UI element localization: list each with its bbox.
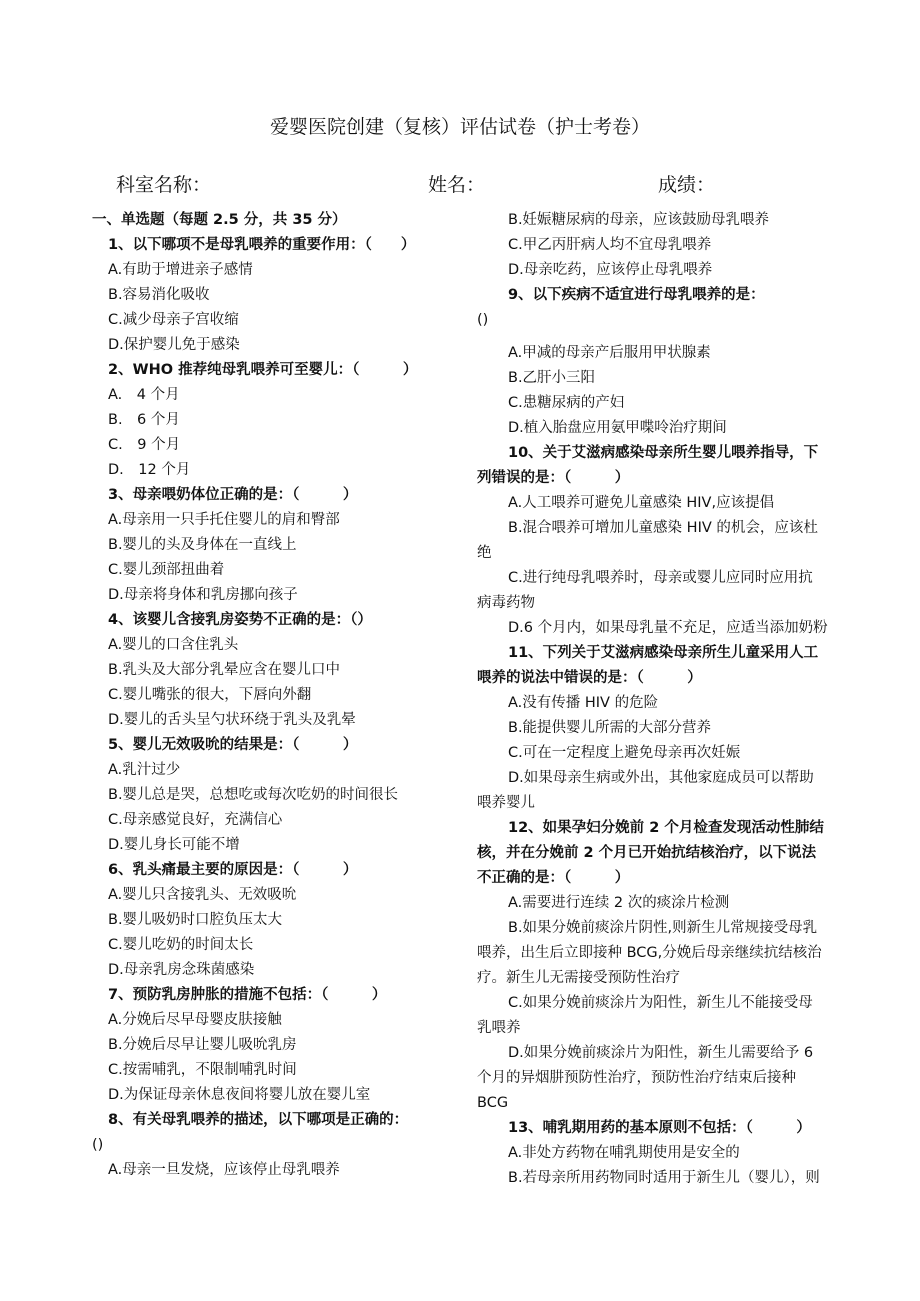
question-9-option-a: A.甲减的母亲产后服用甲状腺素 bbox=[508, 345, 711, 361]
question-8-option-c: C.甲乙丙肝病人均不宜母乳喂养 bbox=[508, 237, 712, 253]
question-1-option-d: D.保护婴儿免于感染 bbox=[108, 337, 240, 353]
question-10-option-b: B.混合喂养可增加儿童感染 HIV 的机会，应该杜 bbox=[508, 520, 818, 536]
question-3-option-d: D.母亲将身体和乳房挪向孩子 bbox=[108, 587, 298, 603]
question-12-option-c: C.如果分娩前痰涂片为阳性，新生儿不能接受母 bbox=[508, 995, 813, 1011]
question-5-option-a: A.乳汁过少 bbox=[108, 762, 181, 778]
question-5-option-d: D.婴儿身长可能不增 bbox=[108, 837, 240, 853]
question-10-cont: 列错误的是：（ ） bbox=[477, 470, 630, 486]
question-11-option-c: C.可在一定程度上避免母亲再次妊娠 bbox=[508, 745, 741, 761]
question-1-option-b: B.容易消化吸收 bbox=[108, 287, 210, 303]
question-10: 10、关于艾滋病感染母亲所生婴儿喂养指导，下 bbox=[508, 445, 819, 461]
question-5-option-c: C.母亲感觉良好，充满信心 bbox=[108, 812, 283, 828]
question-10-option-a: A.人工喂养可避免儿童感染 HIV,应该提倡 bbox=[508, 495, 775, 511]
question-10-option-b-cont: 绝 bbox=[477, 545, 492, 561]
question-4-option-c: C.婴儿嘴张的很大，下唇向外翻 bbox=[108, 687, 312, 703]
question-11-option-d: D.如果母亲生病或外出，其他家庭成员可以帮助 bbox=[508, 770, 814, 786]
question-11: 11、下列关于艾滋病感染母亲所生儿童采用人工 bbox=[508, 645, 819, 661]
question-2-option-c: C. 9 个月 bbox=[108, 437, 181, 453]
question-3-option-a: A.母亲用一只手托住婴儿的肩和臀部 bbox=[108, 512, 340, 528]
question-8-option-b: B.妊娠糖尿病的母亲，应该鼓励母乳喂养 bbox=[508, 212, 770, 228]
question-8-option-d: D.母亲吃药，应该停止母乳喂养 bbox=[508, 262, 713, 278]
question-1: 1、以下哪项不是母乳喂养的重要作用：（ ） bbox=[108, 237, 416, 253]
question-3-option-b: B.婴儿的头及身体在一直线上 bbox=[108, 537, 297, 553]
question-12-option-d-cont-1: 个月的异烟肼预防性治疗，预防性治疗结束后接种 bbox=[477, 1070, 796, 1086]
question-12-option-d-cont-2: BCG bbox=[477, 1095, 509, 1111]
question-12-option-b-cont-1: 喂养，出生后立即接种 BCG,分娩后母亲继续抗结核治 bbox=[477, 945, 822, 961]
question-7-option-b: B.分娩后尽早让婴儿吸吮乳房 bbox=[108, 1037, 297, 1053]
question-7: 7、预防乳房肿胀的措施不包括：（ ） bbox=[108, 987, 387, 1003]
question-12-cont-2: 不正确的是：（ ） bbox=[477, 870, 630, 886]
right-column bbox=[477, 208, 842, 1191]
question-4-option-a: A.婴儿的口含住乳头 bbox=[108, 637, 239, 653]
question-12-option-d: D.如果分娩前痰涂片为阳性，新生儿需要给予 6 bbox=[508, 1045, 814, 1061]
question-12-option-a: A.需要进行连续 2 次的痰涂片检测 bbox=[508, 895, 730, 911]
section-heading: 一、单选题（每题 2.5 分，共 35 分） bbox=[92, 212, 347, 228]
question-5: 5、婴儿无效吸吮的结果是：（ ） bbox=[108, 737, 358, 753]
name-label: 姓名： bbox=[428, 174, 486, 196]
question-6-option-c: C.婴儿吃奶的时间太长 bbox=[108, 937, 254, 953]
question-11-option-d-cont: 喂养婴儿 bbox=[477, 795, 535, 811]
question-9-blank: () bbox=[477, 312, 489, 328]
question-6-option-b: B.婴儿吸奶时口腔负压太大 bbox=[108, 912, 283, 928]
question-12-option-b: B.如果分娩前痰涂片阴性,则新生儿常规接受母乳 bbox=[508, 920, 818, 936]
question-4: 4、该婴儿含接乳房姿势不正确的是：（） bbox=[108, 612, 372, 628]
question-6-option-a: A.婴儿只含接乳头、无效吸吮 bbox=[108, 887, 297, 903]
question-11-option-a: A.没有传播 HIV 的危险 bbox=[508, 695, 659, 711]
question-3: 3、母亲喂奶体位正确的是：（ ） bbox=[108, 487, 358, 503]
question-4-option-b: B.乳头及大部分乳晕应含在婴儿口中 bbox=[108, 662, 341, 678]
question-1-option-c: C.减少母亲子宫收缩 bbox=[108, 312, 239, 328]
question-9: 9、以下疾病不适宜进行母乳喂养的是： bbox=[508, 287, 765, 303]
question-2-option-a: A. 4 个月 bbox=[108, 387, 180, 403]
question-8-option-a: A.母亲一旦发烧，应该停止母乳喂养 bbox=[108, 1162, 340, 1178]
question-7-option-d: D.为保证母亲休息夜间将婴儿放在婴儿室 bbox=[108, 1087, 371, 1103]
question-2-option-d: D. 12 个月 bbox=[108, 462, 191, 478]
question-3-option-c: C.婴儿颈部扭曲着 bbox=[108, 562, 225, 578]
question-6: 6、乳头痛最主要的原因是：（ ） bbox=[108, 862, 358, 878]
question-1-option-a: A.有助于增进亲子感情 bbox=[108, 262, 253, 278]
question-9-option-c: C.患糖尿病的产妇 bbox=[508, 395, 625, 411]
question-2-option-b: B. 6 个月 bbox=[108, 412, 180, 428]
question-9-option-b: B.乙肝小三阳 bbox=[508, 370, 596, 386]
left-column bbox=[92, 208, 432, 1183]
question-10-option-c-cont: 病毒药物 bbox=[477, 595, 535, 611]
question-10-option-c: C.进行纯母乳喂养时，母亲或婴儿应同时应用抗 bbox=[508, 570, 813, 586]
page-title: 爱婴医院创建（复核）评估试卷（护士考卷） bbox=[269, 116, 650, 138]
score-label: 成绩： bbox=[658, 174, 716, 196]
question-12: 12、如果孕妇分娩前 2 个月检查发现活动性肺结 bbox=[508, 820, 824, 836]
question-12-cont-1: 核，并在分娩前 2 个月已开始抗结核治疗，以下说法 bbox=[477, 845, 817, 861]
question-13-option-a: A.非处方药物在哺乳期使用是安全的 bbox=[508, 1145, 740, 1161]
question-12-option-c-cont: 乳喂养 bbox=[477, 1020, 521, 1036]
question-11-cont: 喂养的说法中错误的是：（ ） bbox=[477, 670, 702, 686]
question-7-option-c: C.按需哺乳，不限制哺乳时间 bbox=[108, 1062, 297, 1078]
question-13: 13、哺乳期用药的基本原则不包括：（ ） bbox=[508, 1120, 811, 1136]
question-6-option-d: D.母亲乳房念珠菌感染 bbox=[108, 962, 255, 978]
question-5-option-b: B.婴儿总是哭，总想吃或每次吃奶的时间很长 bbox=[108, 787, 399, 803]
question-10-option-d: D.6 个月内，如果母乳量不充足，应适当添加奶粉 bbox=[508, 620, 828, 636]
question-7-option-a: A.分娩后尽早母婴皮肤接触 bbox=[108, 1012, 282, 1028]
question-8-blank: () bbox=[92, 1137, 104, 1153]
question-12-option-b-cont-2: 疗。新生儿无需接受预防性治疗 bbox=[477, 970, 680, 986]
question-4-option-d: D.婴儿的舌头呈勺状环绕于乳头及乳晕 bbox=[108, 712, 356, 728]
question-2: 2、WHO 推荐纯母乳喂养可至婴儿：（ ） bbox=[108, 362, 418, 378]
dept-label: 科室名称： bbox=[116, 174, 212, 196]
question-9-option-d: D.植入胎盘应用氨甲喋呤治疗期间 bbox=[508, 420, 727, 436]
question-13-option-b: B.若母亲所用药物同时适用于新生儿（婴儿），则 bbox=[508, 1170, 820, 1186]
question-11-option-b: B.能提供婴儿所需的大部分营养 bbox=[508, 720, 712, 736]
question-8: 8、有关母乳喂养的描述，以下哪项是正确的： bbox=[108, 1112, 409, 1128]
